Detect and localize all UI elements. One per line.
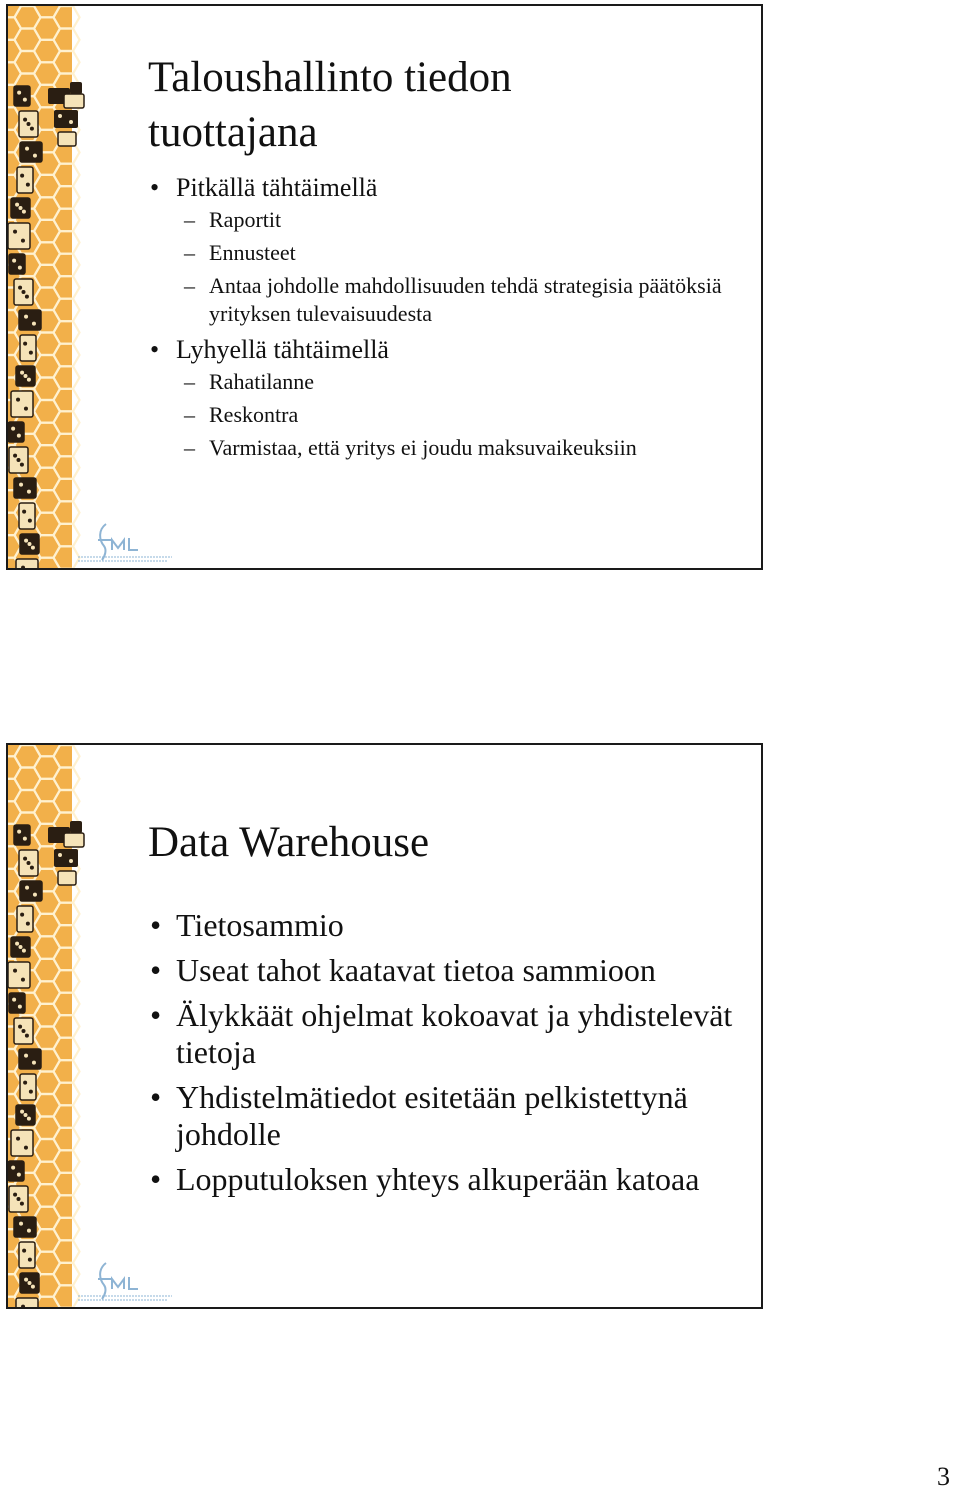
sub-bullet-list (176, 368, 748, 462)
sub-bullet-item: – Antaa johdolle mahdollisuuden tehdä strategisia päätöksiä yrityksen tulevaisuudesta (176, 272, 748, 328)
bullet-list (148, 171, 748, 467)
bullet-item: • Älykkäät ohjelmat kokoavat ja yhdistelevät tietoja (148, 997, 748, 1071)
sub-bullet-item: – Rahatilanne (176, 368, 748, 396)
bullet-item: • Useat tahot kaatavat tietoa sammioon (148, 952, 748, 989)
bullet-text: Lyhyellä tähtäimellä (176, 335, 389, 364)
page-number: 3 (937, 1462, 950, 1491)
bullet-item (148, 171, 748, 328)
slide-2 (6, 743, 763, 1309)
sub-bullet-item: – Varmistaa, että yritys ei joudu maksuvaikeuksiin (176, 434, 748, 462)
sub-bullet-item: – Reskontra (176, 401, 748, 429)
bullet-item: • Tietosammio (148, 907, 748, 944)
sub-bullet-item: – Ennusteet (176, 239, 748, 267)
bullet-item (148, 333, 748, 462)
slide-title: Taloushallinto tiedon tuottajana (148, 54, 512, 156)
bullet-item: • Lopputuloksen yhteys alkuperään katoaa (148, 1161, 748, 1198)
sub-bullet-list (176, 206, 748, 328)
bullet-item: • Yhdistelmätiedot esitetään pelkistettynä johdolle (148, 1079, 748, 1153)
honeycomb-figure-decoration (8, 745, 108, 1309)
honeycomb-figure-decoration (8, 6, 108, 570)
sub-bullet-item: – Raportit (176, 206, 748, 234)
slide-1 (6, 4, 763, 570)
bullet-text: Pitkällä tähtäimellä (176, 173, 378, 202)
slide-title: Data Warehouse (148, 819, 430, 866)
fml-logo-icon (68, 520, 178, 564)
bullet-list (148, 907, 748, 1206)
fml-logo-icon (68, 1259, 178, 1303)
